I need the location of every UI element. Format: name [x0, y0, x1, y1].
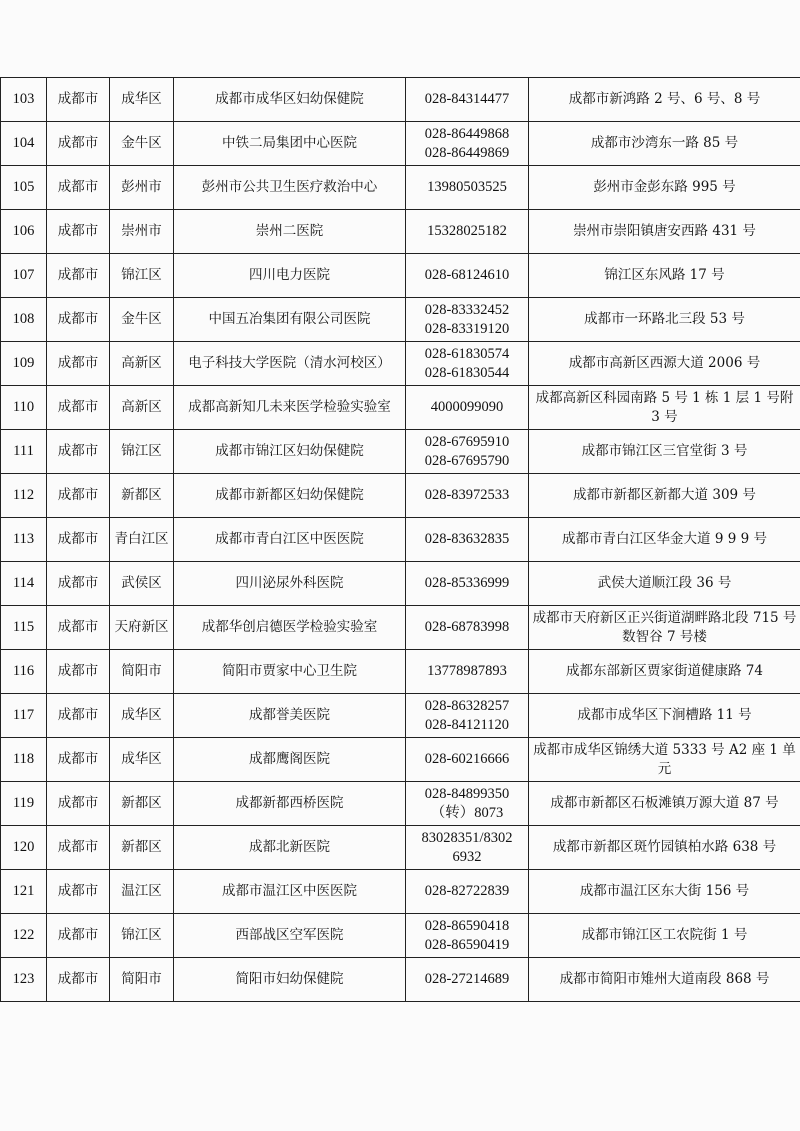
phone-number: 028-60216666: [424, 751, 510, 767]
hospital-list-table: [0, 77, 800, 1002]
city-cell: 成都市: [47, 122, 110, 166]
institution-name-cell: 成都华创启德医学检验实验室: [174, 606, 406, 650]
city-cell: 成都市: [47, 518, 110, 562]
district-cell: 金牛区: [110, 122, 174, 166]
phone-number: 028-84314477: [424, 91, 510, 107]
row-number-cell: 103: [1, 78, 47, 122]
district-cell: 锦江区: [110, 254, 174, 298]
phone-number: 028-61830574: [424, 345, 510, 362]
institution-name-cell: 彭州市公共卫生医疗救治中心: [174, 166, 406, 210]
phone-cell: [406, 738, 529, 782]
address-cell: 成都市新都区斑竹园镇柏水路 638 号: [529, 826, 800, 870]
institution-name-cell: 中铁二局集团中心医院: [174, 122, 406, 166]
city-cell: 成都市: [47, 78, 110, 122]
institution-name-cell: 简阳市妇幼保健院: [174, 958, 406, 1002]
phone-cell: [406, 826, 529, 870]
district-cell: 青白江区: [110, 518, 174, 562]
table-row: [1, 694, 800, 738]
district-cell: 新都区: [110, 782, 174, 826]
phone-number: 028-61830544: [424, 364, 510, 381]
district-cell: 武侯区: [110, 562, 174, 606]
district-cell: 锦江区: [110, 914, 174, 958]
city-cell: 成都市: [47, 870, 110, 914]
city-cell: 成都市: [47, 254, 110, 298]
address-cell: 成都市沙湾东一路 85 号: [529, 122, 800, 166]
address-cell: 成都市温江区东大街 156 号: [529, 870, 800, 914]
phone-number: 83028351/8302: [421, 829, 513, 846]
phone-number: 028-68124610: [424, 267, 510, 283]
district-cell: 温江区: [110, 870, 174, 914]
table-row: [1, 738, 800, 782]
table-row: [1, 870, 800, 914]
row-number-cell: 105: [1, 166, 47, 210]
district-cell: 简阳市: [110, 958, 174, 1002]
address-cell: 成都市简阳市雉州大道南段 868 号: [529, 958, 800, 1002]
phone-number: 6932: [452, 848, 482, 865]
phone-number: （转）8073: [430, 804, 504, 821]
table-row: [1, 782, 800, 826]
row-number-cell: 107: [1, 254, 47, 298]
district-cell: 彭州市: [110, 166, 174, 210]
row-number-cell: 119: [1, 782, 47, 826]
district-cell: 成华区: [110, 78, 174, 122]
institution-name-cell: 成都誉美医院: [174, 694, 406, 738]
phone-number: 028-84899350: [424, 785, 510, 802]
phone-cell: [406, 782, 529, 826]
address-cell: 成都市高新区西源大道 2006 号: [529, 342, 800, 386]
table-row: [1, 254, 800, 298]
district-cell: 新都区: [110, 826, 174, 870]
city-cell: 成都市: [47, 386, 110, 430]
city-cell: 成都市: [47, 606, 110, 650]
table-row: [1, 914, 800, 958]
address-cell: 锦江区东风路 17 号: [529, 254, 800, 298]
phone-number: 028-86590418: [424, 917, 510, 934]
address-cell: 崇州市崇阳镇唐安西路 431 号: [529, 210, 800, 254]
institution-name-cell: 四川泌尿外科医院: [174, 562, 406, 606]
row-number-cell: 123: [1, 958, 47, 1002]
phone-number: 028-83632835: [424, 531, 510, 547]
address-cell: 彭州市金彭东路 995 号: [529, 166, 800, 210]
address-cell: 成都市锦江区工农院街 1 号: [529, 914, 800, 958]
address-cell: 成都市新都区新都大道 309 号: [529, 474, 800, 518]
phone-number: 028-82722839: [424, 883, 510, 899]
phone-cell: [406, 606, 529, 650]
row-number-cell: 122: [1, 914, 47, 958]
table-row: [1, 122, 800, 166]
phone-cell: [406, 562, 529, 606]
phone-cell: [406, 342, 529, 386]
city-cell: 成都市: [47, 474, 110, 518]
row-number-cell: 117: [1, 694, 47, 738]
table-row: [1, 78, 800, 122]
phone-cell: [406, 254, 529, 298]
phone-number: 15328025182: [427, 223, 507, 239]
city-cell: 成都市: [47, 210, 110, 254]
phone-cell: [406, 518, 529, 562]
table-row: [1, 518, 800, 562]
institution-name-cell: 简阳市贾家中心卫生院: [174, 650, 406, 694]
district-cell: 金牛区: [110, 298, 174, 342]
city-cell: 成都市: [47, 650, 110, 694]
institution-name-cell: 四川电力医院: [174, 254, 406, 298]
district-cell: 锦江区: [110, 430, 174, 474]
table-row: [1, 166, 800, 210]
institution-name-cell: 成都新都西桥医院: [174, 782, 406, 826]
phone-cell: [406, 430, 529, 474]
table-row: [1, 342, 800, 386]
row-number-cell: 110: [1, 386, 47, 430]
phone-number: 13778987893: [427, 663, 507, 679]
address-cell: 成都高新区科园南路 5 号 1 栋 1 层 1 号附 3 号: [529, 386, 800, 430]
phone-number: 028-83332452: [424, 301, 510, 318]
phone-cell: [406, 914, 529, 958]
institution-name-cell: 成都北新医院: [174, 826, 406, 870]
row-number-cell: 115: [1, 606, 47, 650]
address-cell: 成都市天府新区正兴街道湖畔路北段 715 号数智谷 7 号楼: [529, 606, 800, 650]
district-cell: 高新区: [110, 342, 174, 386]
address-cell: 成都市青白江区华金大道 9 9 9 号: [529, 518, 800, 562]
district-cell: 高新区: [110, 386, 174, 430]
table-row: [1, 562, 800, 606]
institution-name-cell: 中国五冶集团有限公司医院: [174, 298, 406, 342]
row-number-cell: 114: [1, 562, 47, 606]
phone-number: 028-83972533: [424, 487, 510, 503]
district-cell: 天府新区: [110, 606, 174, 650]
table-row: [1, 386, 800, 430]
district-cell: 成华区: [110, 738, 174, 782]
phone-cell: [406, 78, 529, 122]
table-body: [1, 78, 800, 1002]
institution-name-cell: 崇州二医院: [174, 210, 406, 254]
phone-number: 028-86449868: [424, 125, 510, 142]
row-number-cell: 109: [1, 342, 47, 386]
row-number-cell: 118: [1, 738, 47, 782]
row-number-cell: 106: [1, 210, 47, 254]
phone-cell: [406, 166, 529, 210]
phone-cell: [406, 958, 529, 1002]
phone-number: 028-83319120: [424, 320, 510, 337]
phone-cell: [406, 474, 529, 518]
table-row: [1, 650, 800, 694]
phone-number: 028-27214689: [424, 971, 510, 987]
table-row: [1, 606, 800, 650]
table-row: [1, 826, 800, 870]
phone-cell: [406, 650, 529, 694]
district-cell: 崇州市: [110, 210, 174, 254]
city-cell: 成都市: [47, 738, 110, 782]
phone-cell: [406, 386, 529, 430]
phone-number: 028-86590419: [424, 936, 510, 953]
city-cell: 成都市: [47, 914, 110, 958]
phone-cell: [406, 210, 529, 254]
phone-number: 028-86449869: [424, 144, 510, 161]
phone-cell: [406, 122, 529, 166]
phone-cell: [406, 694, 529, 738]
district-cell: 成华区: [110, 694, 174, 738]
phone-number: 028-85336999: [424, 575, 510, 591]
row-number-cell: 116: [1, 650, 47, 694]
institution-name-cell: 成都市温江区中医医院: [174, 870, 406, 914]
phone-number: 028-68783998: [424, 619, 510, 635]
city-cell: 成都市: [47, 694, 110, 738]
institution-name-cell: 成都市青白江区中医医院: [174, 518, 406, 562]
institution-name-cell: 成都鹰阁医院: [174, 738, 406, 782]
phone-number: 13980503525: [427, 179, 507, 195]
hospital-table-container: [0, 77, 800, 1002]
phone-number: 028-67695790: [424, 452, 510, 469]
city-cell: 成都市: [47, 342, 110, 386]
phone-number: 028-86328257: [424, 697, 510, 714]
address-cell: 武侯大道顺江段 36 号: [529, 562, 800, 606]
city-cell: 成都市: [47, 782, 110, 826]
row-number-cell: 111: [1, 430, 47, 474]
city-cell: 成都市: [47, 298, 110, 342]
institution-name-cell: 成都市锦江区妇幼保健院: [174, 430, 406, 474]
row-number-cell: 120: [1, 826, 47, 870]
institution-name-cell: 电子科技大学医院（清水河校区）: [174, 342, 406, 386]
row-number-cell: 108: [1, 298, 47, 342]
row-number-cell: 112: [1, 474, 47, 518]
district-cell: 新都区: [110, 474, 174, 518]
phone-cell: [406, 870, 529, 914]
phone-number: 028-67695910: [424, 433, 510, 450]
institution-name-cell: 成都高新知几未来医学检验实验室: [174, 386, 406, 430]
table-row: [1, 474, 800, 518]
district-cell: 简阳市: [110, 650, 174, 694]
phone-number: 028-84121120: [424, 716, 510, 733]
table-row: [1, 430, 800, 474]
institution-name-cell: 成都市成华区妇幼保健院: [174, 78, 406, 122]
address-cell: 成都东部新区贾家街道健康路 74: [529, 650, 800, 694]
row-number-cell: 104: [1, 122, 47, 166]
table-row: [1, 298, 800, 342]
phone-number: 4000099090: [430, 399, 504, 415]
address-cell: 成都市成华区锦绣大道 5333 号 A2 座 1 单元: [529, 738, 800, 782]
table-row: [1, 210, 800, 254]
table-row: [1, 958, 800, 1002]
phone-cell: [406, 298, 529, 342]
city-cell: 成都市: [47, 166, 110, 210]
city-cell: 成都市: [47, 430, 110, 474]
row-number-cell: 121: [1, 870, 47, 914]
city-cell: 成都市: [47, 562, 110, 606]
institution-name-cell: 成都市新都区妇幼保健院: [174, 474, 406, 518]
address-cell: 成都市成华区下涧槽路 11 号: [529, 694, 800, 738]
institution-name-cell: 西部战区空军医院: [174, 914, 406, 958]
address-cell: 成都市新都区石板滩镇万源大道 87 号: [529, 782, 800, 826]
address-cell: 成都市锦江区三官堂街 3 号: [529, 430, 800, 474]
address-cell: 成都市一环路北三段 53 号: [529, 298, 800, 342]
city-cell: 成都市: [47, 958, 110, 1002]
city-cell: 成都市: [47, 826, 110, 870]
address-cell: 成都市新鸿路 2 号、6 号、8 号: [529, 78, 800, 122]
row-number-cell: 113: [1, 518, 47, 562]
